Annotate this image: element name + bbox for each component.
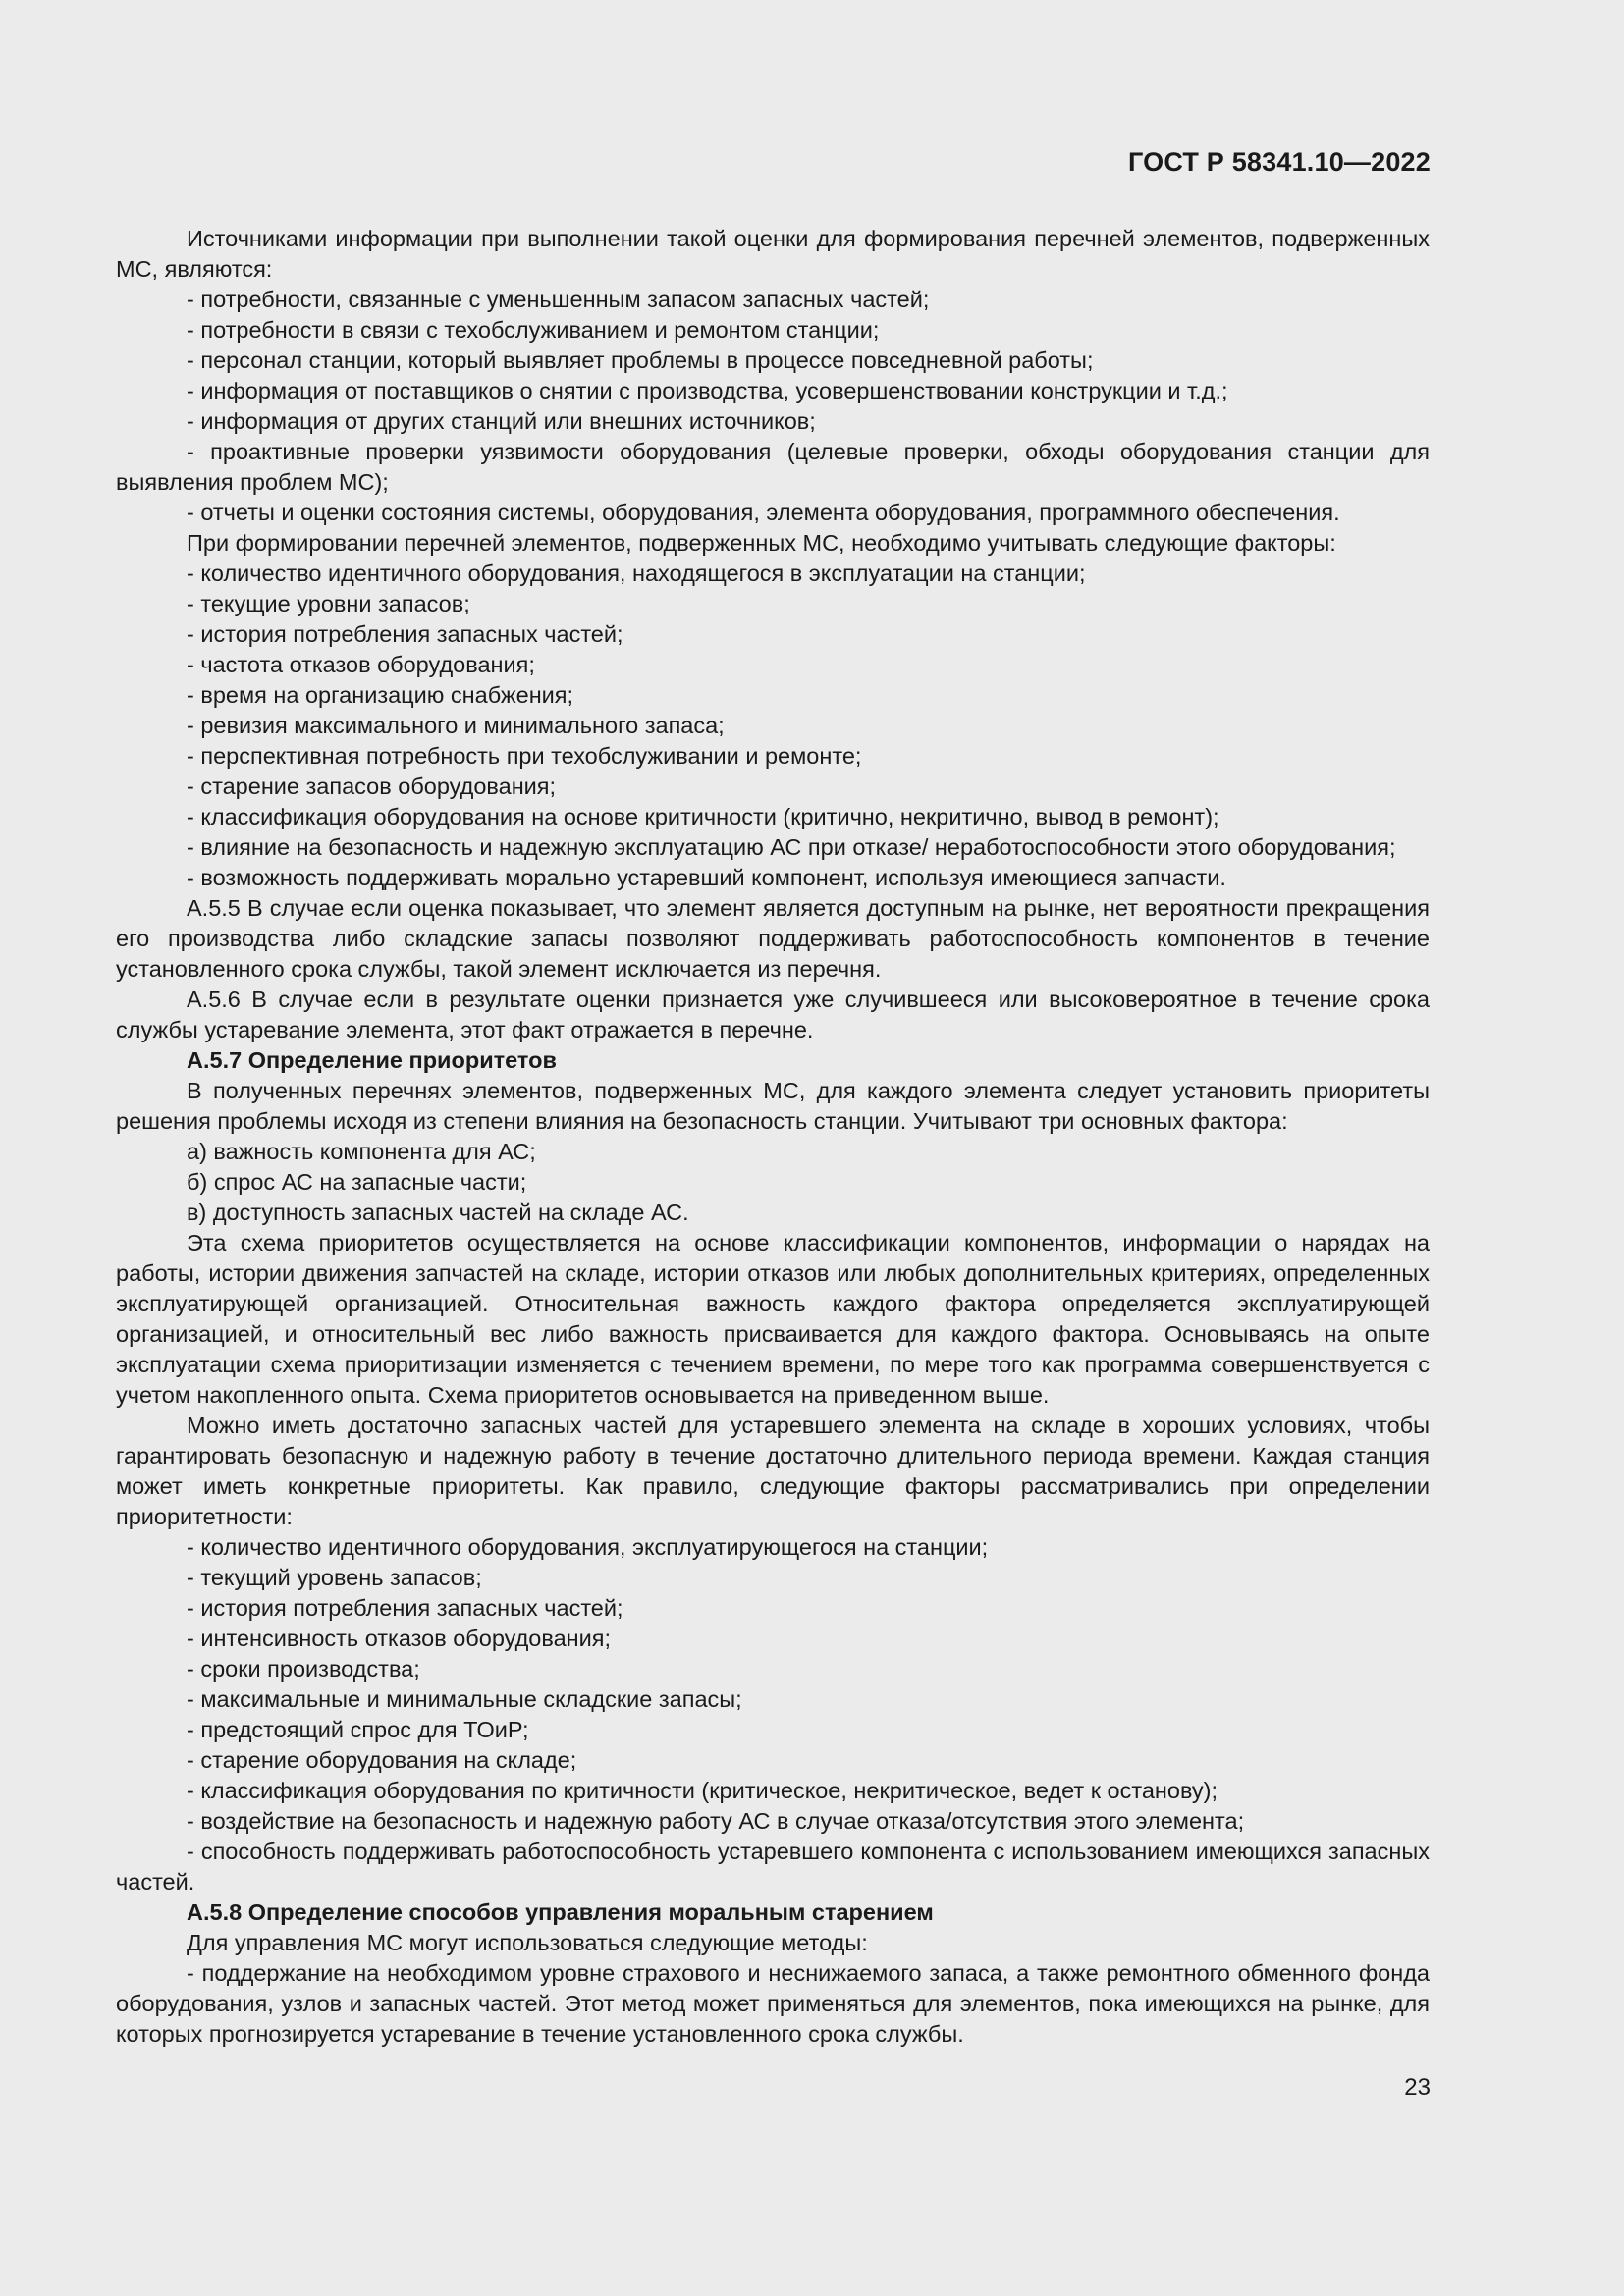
list-item: - информация от поставщиков о снятии с производства, усовершенствовании конструкции и т.д.;	[187, 378, 1228, 403]
document-body	[116, 224, 1430, 2050]
list-item: - персонал станции, который выявляет проблемы в процессе повседневной работы;	[187, 347, 1094, 373]
section-heading-a58: А.5.8 Определение способов управления моральным старением	[187, 1899, 934, 1925]
list-item: - сроки производства;	[187, 1656, 420, 1682]
paragraph-methods-intro: Для управления МС могут использоваться следующие методы:	[187, 1930, 868, 1955]
list-item: - поддержание на необходимом уровне страхового и неснижаемого запаса, а также ремонтного обменного фонда оборудования, узлов и запасных частей. Этот метод может применяться для элементов, пока имеющихся на рынке, для которых прогнозируется устаревание в течение установленного срока службы.	[116, 1960, 1430, 2047]
list-item: - количество идентичного оборудования, эксплуатирующегося на станции;	[187, 1534, 989, 1560]
list-item: - возможность поддерживать морально устаревший компонент, используя имеющиеся запчасти.	[187, 865, 1226, 890]
clause-a56: А.5.6 В случае если в результате оценки признается уже случившееся или высоковероятное в течение срока службы устаревание элемента, этот факт отражается в перечне.	[116, 987, 1430, 1042]
list-item: - перспективная потребность при техобслуживании и ремонте;	[187, 743, 862, 769]
list-item: - воздействие на безопасность и надежную работу АС в случае отказа/отсутствия этого элемента;	[187, 1808, 1245, 1834]
paragraph-sources-intro: Источниками информации при выполнении такой оценки для формирования перечней элементов, подверженных МС, являются:	[116, 226, 1430, 282]
list-item: - максимальные и минимальные складские запасы;	[187, 1686, 742, 1712]
document-code-header: ГОСТ Р 58341.10—2022	[1128, 147, 1431, 177]
list-item: - частота отказов оборудования;	[187, 652, 535, 677]
list-item: - классификация оборудования на основе критичности (критично, некритично, вывод в ремонт);	[187, 804, 1219, 829]
list-item: - текущий уровень запасов;	[187, 1565, 482, 1590]
list-item: - текущие уровни запасов;	[187, 591, 470, 616]
list-item: - количество идентичного оборудования, находящегося в эксплуатации на станции;	[187, 561, 1086, 586]
list-item: - интенсивность отказов оборудования;	[187, 1626, 612, 1651]
list-item: - проактивные проверки уязвимости оборудования (целевые проверки, обходы оборудования станции для выявления проблем МС);	[116, 439, 1430, 495]
list-item: - ревизия максимального и минимального запаса;	[187, 713, 725, 738]
list-item: - старение запасов оборудования;	[187, 774, 557, 799]
section-heading-a57: А.5.7 Определение приоритетов	[187, 1047, 557, 1073]
paragraph-spare-stock: Можно иметь достаточно запасных частей для устаревшего элемента на складе в хороших условиях, чтобы гарантировать безопасную и надежную работу в течение достаточно длительного периода времени. Каждая станция может иметь конкретные приоритеты. Как правило, следующие факторы рассматривались при определении приоритетности:	[116, 1413, 1430, 1529]
list-item: - предстоящий спрос для ТОиР;	[187, 1717, 529, 1742]
list-item: - время на организацию снабжения;	[187, 682, 574, 708]
list-item: - старение оборудования на складе;	[187, 1747, 577, 1773]
list-item: а) важность компонента для АС;	[187, 1139, 536, 1164]
list-item: в) доступность запасных частей на складе АС.	[187, 1200, 689, 1225]
list-item: - способность поддерживать работоспособность устаревшего компонента с использованием имеющихся запасных частей.	[116, 1839, 1430, 1895]
list-item: б) спрос АС на запасные части;	[187, 1169, 527, 1195]
list-item: - история потребления запасных частей;	[187, 621, 623, 647]
list-item: - влияние на безопасность и надежную эксплуатацию АС при отказе/ неработоспособности этого оборудования;	[187, 834, 1396, 860]
paragraph-priority-scheme: Эта схема приоритетов осуществляется на основе классификации компонентов, информации о нарядах на работы, истории движения запчастей на складе, истории отказов или любых дополнительных критериях, определенных эксплуатирующей организацией. Относительная важность каждого фактора определяется эксплуатирующей организацией, и относительный вес либо важность присваивается для каждого фактора. Основываясь на опыте эксплуатации схема приоритизации изменяется с течением времени, по мере того как программа совершенствуется с учетом накопленного опыта. Схема приоритетов основывается на приведенном выше.	[116, 1230, 1430, 1408]
list-item: - потребности, связанные с уменьшенным запасом запасных частей;	[187, 287, 930, 312]
list-item: - история потребления запасных частей;	[187, 1595, 623, 1621]
paragraph-priorities: В полученных перечнях элементов, подверженных МС, для каждого элемента следует установить приоритеты решения проблемы исходя из степени влияния на безопасность станции. Учитывают три основных фактора:	[116, 1078, 1430, 1134]
list-item: - классификация оборудования по критичности (критическое, некритическое, ведет к останову);	[187, 1778, 1218, 1803]
list-item: - информация от других станций или внешних источников;	[187, 408, 816, 434]
clause-a55: А.5.5 В случае если оценка показывает, что элемент является доступным на рынке, нет вероятности прекращения его производства либо складские запасы позволяют поддерживать работоспособность компонентов в течение установленного срока службы, такой элемент исключается из перечня.	[116, 895, 1430, 982]
list-item: - потребности в связи с техобслуживанием и ремонтом станции;	[187, 317, 880, 343]
page-number: 23	[1404, 2074, 1431, 2101]
list-item: - отчеты и оценки состояния системы, оборудования, элемента оборудования, программного обеспечения.	[187, 500, 1340, 525]
paragraph-factors-intro: При формировании перечней элементов, подверженных МС, необходимо учитывать следующие факторы:	[187, 530, 1336, 556]
